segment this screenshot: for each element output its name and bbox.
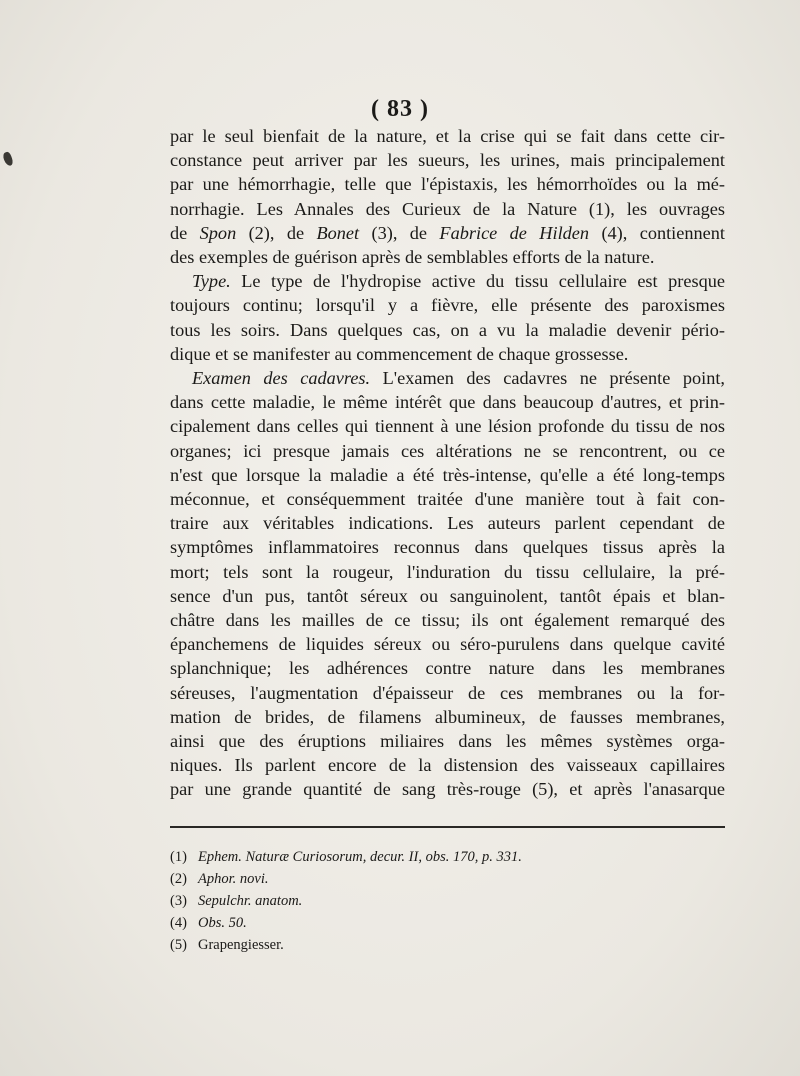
footnote-text: Obs. 50. — [198, 915, 247, 931]
text-line: dans cette maladie, le même intérêt que dans beaucoup d'autres, et prin- — [170, 392, 725, 413]
text-line: symptômes inflammatoires reconnus dans quelques tissus après la — [170, 537, 725, 558]
text-line: séreuses, l'augmentation d'épaisseur de ces membranes ou la for- — [170, 682, 725, 703]
author-name: Fabrice de Hilden — [439, 222, 590, 243]
text-run: L'examen des cadavres ne présente point, — [370, 368, 725, 389]
footnote-number: (1) — [170, 849, 187, 865]
section-heading: Examen des cadavres. — [192, 368, 371, 389]
footnote-number: (3) — [170, 893, 187, 909]
footnote — [170, 846, 725, 868]
text-line: dique et se manifester au commencement de chaque grossesse. — [170, 343, 629, 364]
text-line: des exemples de guérison après de semblables efforts de la nature. — [170, 247, 655, 268]
footnote — [170, 868, 725, 890]
footnote-text: Aphor. novi. — [198, 871, 269, 887]
page-number: ( 83 ) — [371, 96, 429, 122]
author-name: Bonet — [316, 222, 360, 243]
text-line: traire aux véritables indications. Les auteurs parlent cependant de — [170, 513, 725, 534]
text-line: niques. Ils parlent encore de la distension des vaisseaux capillaires — [170, 755, 725, 776]
text-line: n'est que lorsque la maladie a été très-intense, qu'elle a été long-temps — [170, 464, 725, 485]
body-text — [170, 124, 725, 802]
text-run: (3), de — [359, 222, 440, 243]
text-line — [170, 269, 725, 293]
text-line: par une grande quantité de sang très-rouge (5), et après l'anasarque — [170, 779, 725, 800]
footnote-text: Ephem. Naturæ Curiosorum, decur. II, obs. 170, p. 331. — [198, 849, 522, 865]
text-run: (4), contiennent — [589, 222, 725, 243]
text-run: de — [170, 222, 200, 243]
footnote-number: (5) — [170, 937, 187, 953]
text-line: organes; ici presque jamais ces altérations ne se rencontrent, ou ce — [170, 440, 725, 461]
text-line: ainsi que des éruptions miliaires dans les mêmes systèmes orga- — [170, 731, 725, 752]
text-run: (2), de — [236, 222, 317, 243]
text-run: Le type de l'hydropise active du tissu cellulaire est presque — [230, 271, 725, 292]
footnote-divider — [170, 826, 725, 828]
text-line: épanchemens de liquides séreux ou séro-purulens dans quelque cavité — [170, 634, 725, 655]
text-line: splanchnique; les adhérences contre nature dans les membranes — [170, 658, 725, 679]
text-line: châtre dans les mailles de ce tissu; ils ont également remarqué des — [170, 610, 725, 631]
footnote — [170, 912, 725, 934]
text-line: méconnue, et conséquemment traitée d'une manière tout à fait con- — [170, 489, 725, 510]
text-line — [170, 221, 725, 245]
ink-speck — [2, 151, 14, 167]
footnote-text: Sepulchr. anatom. — [198, 893, 303, 909]
section-heading: Type. — [192, 271, 231, 292]
text-line: tous les soirs. Dans quelques cas, on a vu la maladie devenir pério- — [170, 319, 725, 340]
footnote-text: Grapengiesser. — [198, 937, 284, 953]
text-line: norrhagie. Les Annales des Curieux de la Nature (1), les ouvrages — [170, 198, 725, 219]
text-line — [170, 366, 725, 390]
text-line: par le seul bienfait de la nature, et la crise qui se fait dans cette cir- — [170, 126, 725, 146]
text-line: mort; tels sont la rougeur, l'induration du tissu cellulaire, la pré- — [170, 561, 725, 582]
text-line: par une hémorrhagie, telle que l'épistaxis, les hémorrhoïdes ou la mé- — [170, 174, 725, 195]
footnote-number: (2) — [170, 871, 187, 887]
author-name: Spon — [199, 222, 237, 243]
footnotes — [170, 846, 725, 956]
footnote — [170, 890, 725, 912]
text-line: constance peut arriver par les sueurs, les urines, mais principalement — [170, 150, 725, 171]
text-line: sence d'un pus, tantôt séreux ou sanguinolent, tantôt épais et blan- — [170, 585, 725, 606]
footnote — [170, 934, 725, 956]
text-line: cipalement dans celles qui tiennent à une lésion profonde du tissu de nos — [170, 416, 725, 437]
text-line: toujours continu; lorsqu'il y a fièvre, elle présente des paroxismes — [170, 295, 725, 316]
text-line: mation de brides, de filamens albumineux, de fausses membranes, — [170, 706, 725, 727]
footnote-number: (4) — [170, 915, 187, 931]
